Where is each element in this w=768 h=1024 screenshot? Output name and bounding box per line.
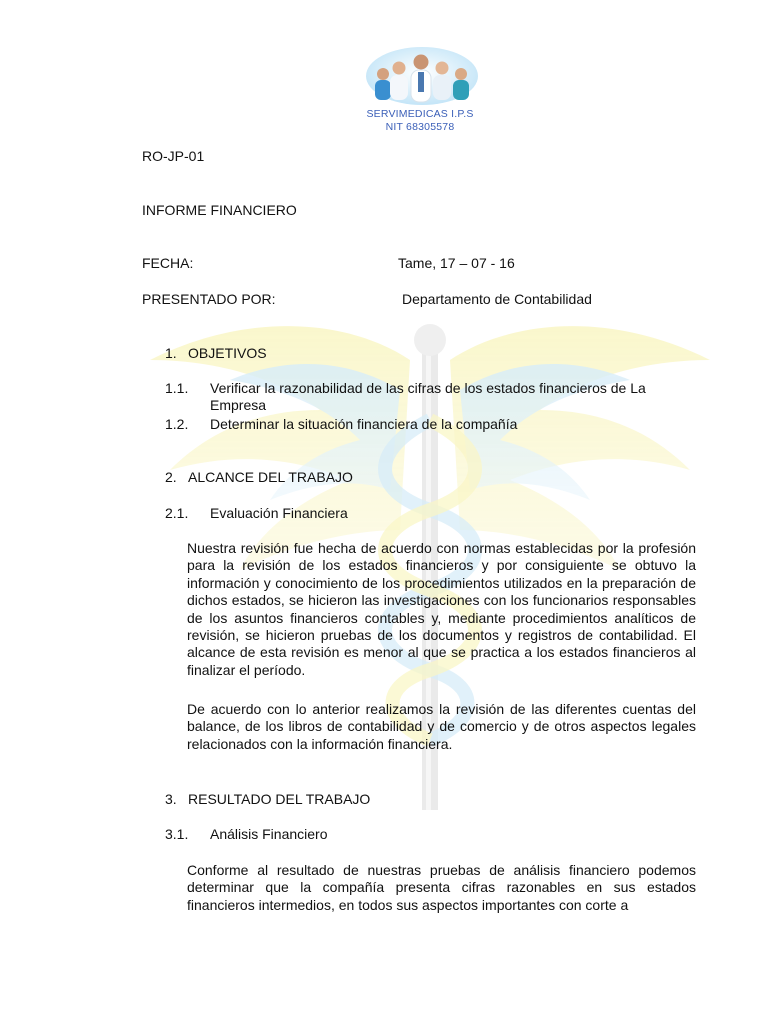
document-title: INFORME FINANCIERO [142, 202, 297, 218]
item-number: 1.2. [165, 416, 189, 432]
subsection-title: Evaluación Financiera [210, 505, 348, 521]
objective-item-text: Verificar la razonabilidad de las cifras de los estados financieros de La [210, 380, 646, 396]
document-code: RO-JP-01 [142, 148, 205, 164]
section-title-resultado: RESULTADO DEL TRABAJO [188, 791, 371, 807]
section-title-objetivos: OBJETIVOS [188, 345, 267, 361]
subsection-number: 3.1. [165, 826, 189, 842]
company-nit: NIT 68305578 [385, 121, 455, 133]
presentado-label: PRESENTADO POR: [142, 291, 276, 307]
section-title-alcance: ALCANCE DEL TRABAJO [188, 469, 353, 485]
fecha-value: Tame, 17 – 07 - 16 [398, 255, 515, 271]
section-number: 3. [165, 791, 177, 807]
objective-item-text: Determinar la situación financiera de la compañía [210, 416, 518, 432]
objective-item-text-continued: Empresa [210, 397, 267, 413]
paragraph: De acuerdo con lo anterior realizamos la revisión de las diferentes cuentas del balance, de los libros de contabilidad y de comercio y de otros aspectos legales relacionados con la información financiera. [187, 701, 696, 752]
item-number: 1.1. [165, 380, 189, 396]
company-header [330, 108, 510, 134]
section-number: 2. [165, 469, 177, 485]
paragraph: Conforme al resultado de nuestras pruebas de análisis financiero podemos determinar que la compañía presenta cifras razonables en sus estados financieros intermedios, en todos sus aspectos importantes con corte a [187, 862, 696, 913]
section-number: 1. [165, 345, 177, 361]
company-name: SERVIMEDICAS I.P.S [366, 108, 474, 120]
medical-staff-logo-icon [365, 44, 480, 106]
paragraph: Nuestra revisión fue hecha de acuerdo con normas establecidas por la profesión para la revisión de los estados financieros y por consiguiente se obtuvo la información y conocimiento de los procedimientos utilizados en la preparación de dichos estados, se hicieron las investigaciones con los funcionarios responsables de los asuntos financieros contables y, mediante procedimientos analíticos de revisión, se hicieron pruebas de los documentos y registros de contabilidad. El alcance de esta revisión es menor al que se practica a los estados financieros al finalizar el período. [187, 540, 696, 678]
subsection-title: Análisis Financiero [210, 826, 328, 842]
subsection-number: 2.1. [165, 505, 189, 521]
fecha-label: FECHA: [142, 255, 194, 271]
presentado-value: Departamento de Contabilidad [402, 291, 592, 307]
